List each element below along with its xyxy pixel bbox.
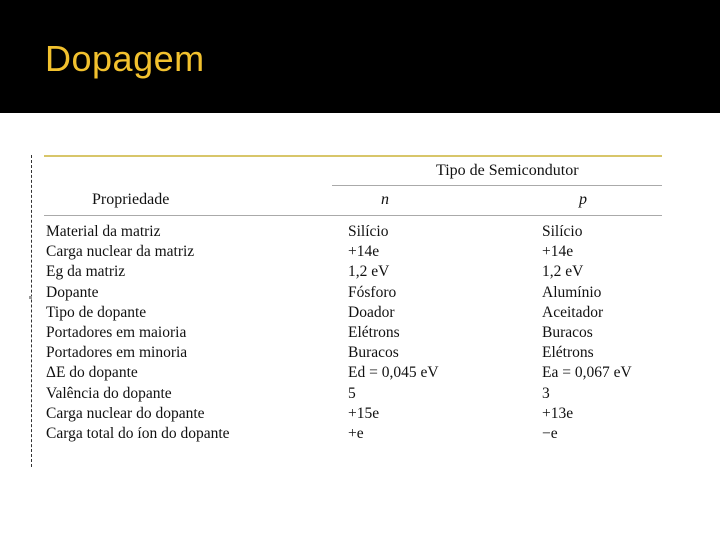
property-cell: Portadores em maioria (46, 323, 187, 341)
p-type-cell: Aceitador (542, 303, 604, 321)
p-type-cell: 3 (542, 384, 550, 402)
header-bottom-rule (44, 215, 662, 216)
p-type-cell: +13e (542, 404, 574, 422)
group-header-rule (332, 185, 662, 186)
table-row (46, 343, 662, 363)
n-type-cell: +14e (348, 243, 380, 261)
p-type-cell: Elétrons (542, 344, 594, 362)
property-cell: Eg da matriz (46, 263, 126, 281)
table-row (46, 404, 662, 424)
property-cell: Carga nuclear do dopante (46, 404, 205, 422)
slide-title: Dopagem (45, 38, 205, 79)
table-row (46, 242, 662, 262)
table-row (46, 222, 662, 242)
n-type-cell: Fósforo (348, 283, 397, 301)
column-n-header: n (381, 191, 389, 208)
table-row (46, 303, 662, 323)
table-row (46, 384, 662, 404)
table-top-rule (44, 155, 662, 157)
property-cell: ΔE do dopante (46, 364, 138, 382)
semiconductor-type-header: Tipo de Semicondutor (436, 162, 579, 179)
n-type-cell: Doador (348, 303, 395, 321)
n-type-cell: Silício (348, 223, 389, 240)
column-p-header: p (579, 191, 587, 208)
property-header: Propriedade (92, 191, 170, 208)
n-type-cell: +15e (348, 404, 380, 422)
property-cell: Valência do dopante (46, 384, 172, 402)
p-type-cell: −e (542, 424, 558, 442)
property-cell: Carga total do íon do dopante (46, 424, 230, 442)
n-type-cell: 5 (348, 384, 356, 402)
property-cell: Portadores em minoria (46, 344, 188, 362)
slide-header (0, 0, 720, 113)
property-cell: Carga nuclear da matriz (46, 243, 195, 261)
p-type-cell: Alumínio (542, 283, 602, 301)
n-type-cell: Ed = 0,045 eV (348, 364, 439, 382)
property-cell: Dopante (46, 283, 99, 301)
property-cell: Tipo de dopante (46, 303, 147, 321)
table-row (46, 283, 662, 303)
table-row (46, 323, 662, 343)
p-type-cell: Silício (542, 223, 583, 240)
table-row (46, 363, 662, 383)
n-type-cell: 1,2 eV (348, 263, 390, 281)
doping-table-body (46, 222, 662, 444)
n-type-cell: Elétrons (348, 323, 400, 341)
property-cell: Material da matriz (46, 223, 161, 240)
p-type-cell: Buracos (542, 323, 593, 341)
p-type-cell: Ea = 0,067 eV (542, 364, 632, 382)
table-row (46, 262, 662, 282)
p-type-cell: 1,2 eV (542, 263, 584, 281)
p-type-cell: +14e (542, 243, 574, 261)
decorative-dot (29, 296, 32, 299)
left-dashed-border (31, 155, 32, 467)
n-type-cell: Buracos (348, 344, 399, 362)
table-row (46, 424, 662, 444)
n-type-cell: +e (348, 424, 364, 442)
